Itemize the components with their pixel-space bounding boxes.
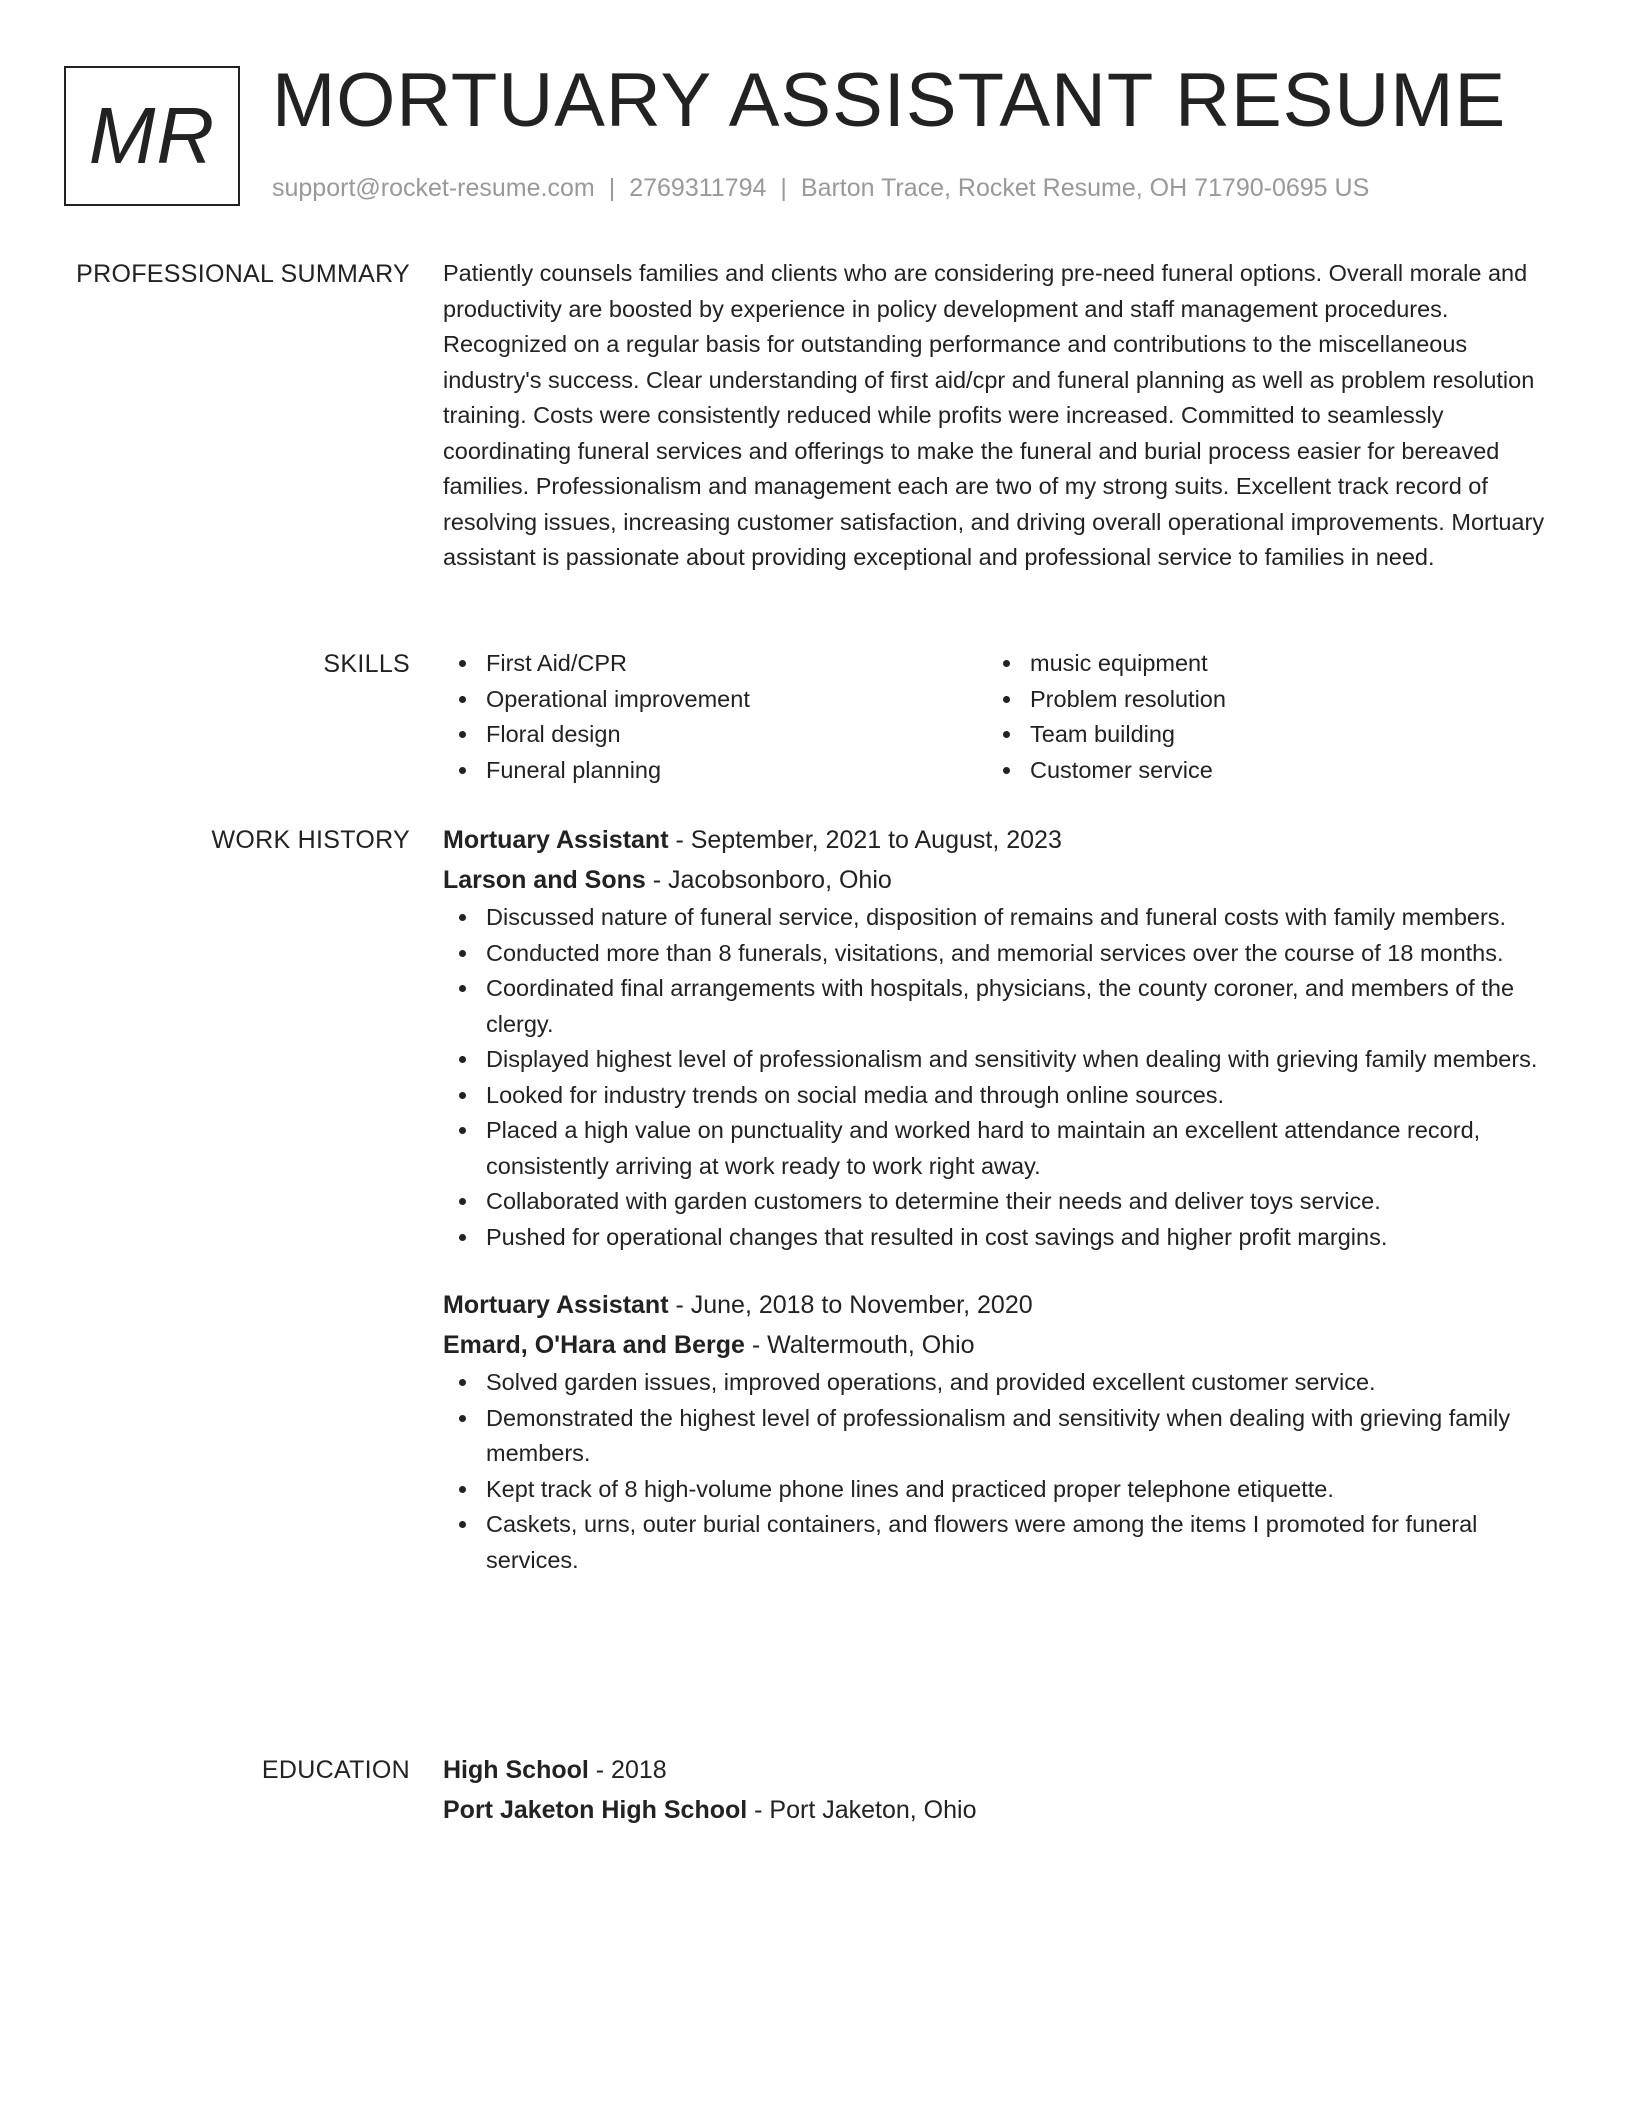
- section-label-skills: SKILLS: [323, 650, 410, 678]
- job-bullet: Conducted more than 8 funerals, visitations, and memorial services over the course of 18 months.: [443, 936, 1555, 972]
- skill-item: Problem resolution: [987, 682, 1531, 718]
- company-name: Larson and Sons: [443, 866, 646, 894]
- job-dates: - June, 2018 to November, 2020: [668, 1291, 1033, 1319]
- skill-item: Customer service: [987, 753, 1531, 789]
- school-location: - Port Jaketon, Ohio: [747, 1796, 977, 1824]
- contact-phone: 2769311794: [629, 174, 767, 202]
- skill-item: Operational improvement: [443, 682, 987, 718]
- contact-separator: |: [608, 174, 616, 202]
- job-entry: [443, 820, 1555, 1255]
- degree-name: High School: [443, 1756, 589, 1784]
- skills-list-left: [443, 646, 987, 788]
- work-history-body: [443, 820, 1555, 1578]
- company-line: [443, 860, 1555, 900]
- contact-address: Barton Trace, Rocket Resume, OH 71790-0695 US: [800, 174, 1370, 202]
- degree-line: [443, 1750, 1555, 1790]
- job-bullet: Discussed nature of funeral service, disposition of remains and funeral costs with family members.: [443, 900, 1555, 936]
- monogram-logo: MR: [64, 66, 240, 206]
- section-label-work-history: WORK HISTORY: [211, 826, 410, 854]
- school-name: Port Jaketon High School: [443, 1796, 748, 1824]
- job-bullet: Caskets, urns, outer burial containers, and flowers were among the items I promoted for funeral services.: [443, 1507, 1555, 1578]
- contact-email: support@rocket-resume.com: [272, 174, 595, 202]
- company-name: Emard, O'Hara and Berge: [443, 1331, 745, 1359]
- job-title: Mortuary Assistant: [443, 826, 669, 854]
- skill-item: First Aid/CPR: [443, 646, 987, 682]
- contact-line: [272, 170, 1369, 206]
- company-location: - Waltermouth, Ohio: [744, 1331, 975, 1359]
- page-title: MORTUARY ASSISTANT RESUME: [272, 58, 1507, 143]
- job-dates: - September, 2021 to August, 2023: [668, 826, 1062, 854]
- education-body: [443, 1750, 1555, 1830]
- job-title: Mortuary Assistant: [443, 1291, 669, 1319]
- job-bullet: Pushed for operational changes that resulted in cost savings and higher profit margins.: [443, 1220, 1555, 1256]
- summary-text: Patiently counsels families and clients who are considering pre-need funeral options. Overall morale and productivity are boosted by experience in policy development and staff management procedures. Recognized on a regular basis for outstanding performance and contributions to the miscellaneous industry's success. Clear understanding of first aid/cpr and funeral planning as well as problem resolution training. Costs were consistently reduced while profits were increased. Committed to seamlessly coordinating funeral services and offerings to make the funeral and burial process easier for bereaved families. Professionalism and management each are two of my strong suits. Excellent track record of resolving issues, increasing customer satisfaction, and driving overall operational improvements. Mortuary assistant is passionate about providing exceptional and professional service to families in need.: [443, 260, 1545, 570]
- skill-item: Floral design: [443, 717, 987, 753]
- job-bullet: Kept track of 8 high-volume phone lines and practiced proper telephone etiquette.: [443, 1472, 1555, 1508]
- job-title-line: [443, 820, 1555, 860]
- skill-item: Funeral planning: [443, 753, 987, 789]
- skills-body: [443, 646, 1555, 788]
- job-bullet: Solved garden issues, improved operations, and provided excellent customer service.: [443, 1365, 1555, 1401]
- company-location: - Jacobsonboro, Ohio: [645, 866, 892, 894]
- job-entry: [443, 1285, 1555, 1578]
- degree-year: - 2018: [588, 1756, 667, 1784]
- summary-body: [443, 256, 1555, 576]
- skills-grid: [443, 646, 1555, 788]
- job-title-line: [443, 1285, 1555, 1325]
- job-bullet: Placed a high value on punctuality and worked hard to maintain an excellent attendance record, consistently arriving at work ready to work right away.: [443, 1113, 1555, 1184]
- skills-list-right: [987, 646, 1531, 788]
- job-bullet: Demonstrated the highest level of professionalism and sensitivity when dealing with grieving family members.: [443, 1401, 1555, 1472]
- job-bullet: Collaborated with garden customers to determine their needs and deliver toys service.: [443, 1184, 1555, 1220]
- job-bullets: [443, 900, 1555, 1255]
- company-line: [443, 1325, 1555, 1365]
- job-bullet: Coordinated final arrangements with hospitals, physicians, the county coroner, and members of the clergy.: [443, 971, 1555, 1042]
- section-label-summary: PROFESSIONAL SUMMARY: [76, 260, 410, 288]
- skill-item: music equipment: [987, 646, 1531, 682]
- job-bullet: Looked for industry trends on social media and through online sources.: [443, 1078, 1555, 1114]
- section-label-education: EDUCATION: [261, 1756, 410, 1784]
- job-bullets: [443, 1365, 1555, 1578]
- contact-separator: |: [780, 174, 787, 202]
- job-bullet: Displayed highest level of professionalism and sensitivity when dealing with grieving family members.: [443, 1042, 1555, 1078]
- school-line: [443, 1790, 1555, 1830]
- skill-item: Team building: [987, 717, 1531, 753]
